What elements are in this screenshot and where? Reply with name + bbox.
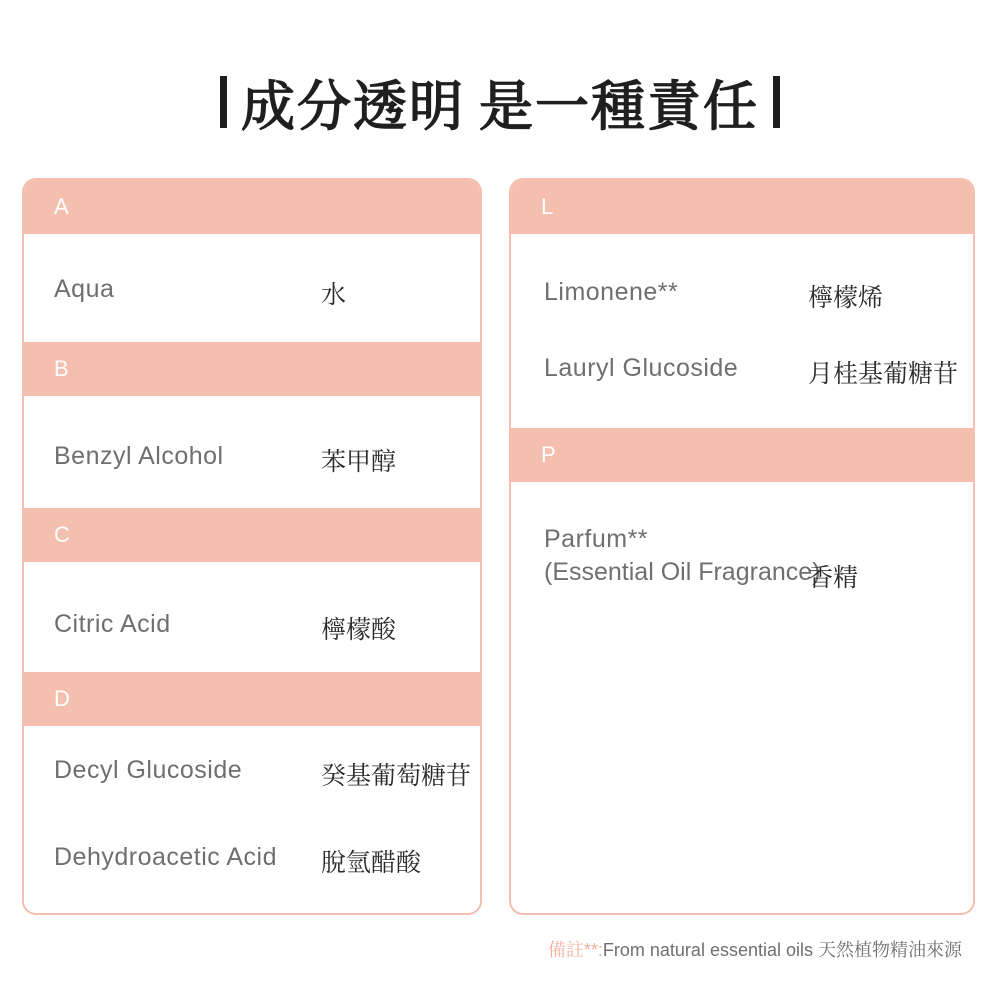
ingredients-panel-right [509,178,975,915]
section-header-p: P [511,428,973,482]
ingredient-zh-aqua: 水 [321,280,347,309]
ingredient-en-limonene: Limonene** [544,278,679,306]
title-right-text: 是一種責任 [479,74,759,138]
ingredient-zh-benzyl-alcohol: 苯甲醇 [321,447,397,476]
ingredients-panel-left [22,178,482,915]
ingredient-en-dehydroacetic-acid: Dehydroacetic Acid [54,843,278,871]
title-left-bar [220,76,227,128]
page-title [0,62,1000,142]
ingredient-en-parfum: Parfum** [544,525,649,553]
ingredient-zh-dehydroacetic-acid: 脫氫醋酸 [321,848,422,877]
section-header-d: D [24,672,480,726]
ingredient-en-benzyl-alcohol: Benzyl Alcohol [54,442,224,470]
ingredient-zh-limonene: 檸檬烯 [808,283,884,312]
ingredient-zh-citric-acid: 檸檬酸 [321,615,397,644]
ingredient-en-lauryl-glucoside: Lauryl Glucoside [544,354,739,382]
title-right-bar [773,76,780,128]
section-header-l: L [511,180,973,234]
ingredient-en-citric-acid: Citric Acid [54,610,171,638]
ingredient-zh-decyl-glucoside: 癸基葡萄糖苷 [321,761,472,790]
ingredient-zh-lauryl-glucoside: 月桂基葡糖苷 [808,359,959,388]
section-header-b: B [24,342,480,396]
section-header-c: C [24,508,480,562]
ingredient-en-parfum-note: (Essential Oil Fragrance) [544,558,821,586]
ingredient-en-decyl-glucoside: Decyl Glucoside [54,756,243,784]
ingredient-zh-parfum: 香精 [808,563,859,592]
footnote [548,936,962,962]
section-header-a: A [24,180,480,234]
footnote-label: 備註**: [547,940,603,960]
footnote-text: From natural essential oils 天然植物精油來源 [602,940,962,960]
title-left-text: 成分透明 [241,74,465,138]
ingredient-en-aqua: Aqua [54,275,115,303]
